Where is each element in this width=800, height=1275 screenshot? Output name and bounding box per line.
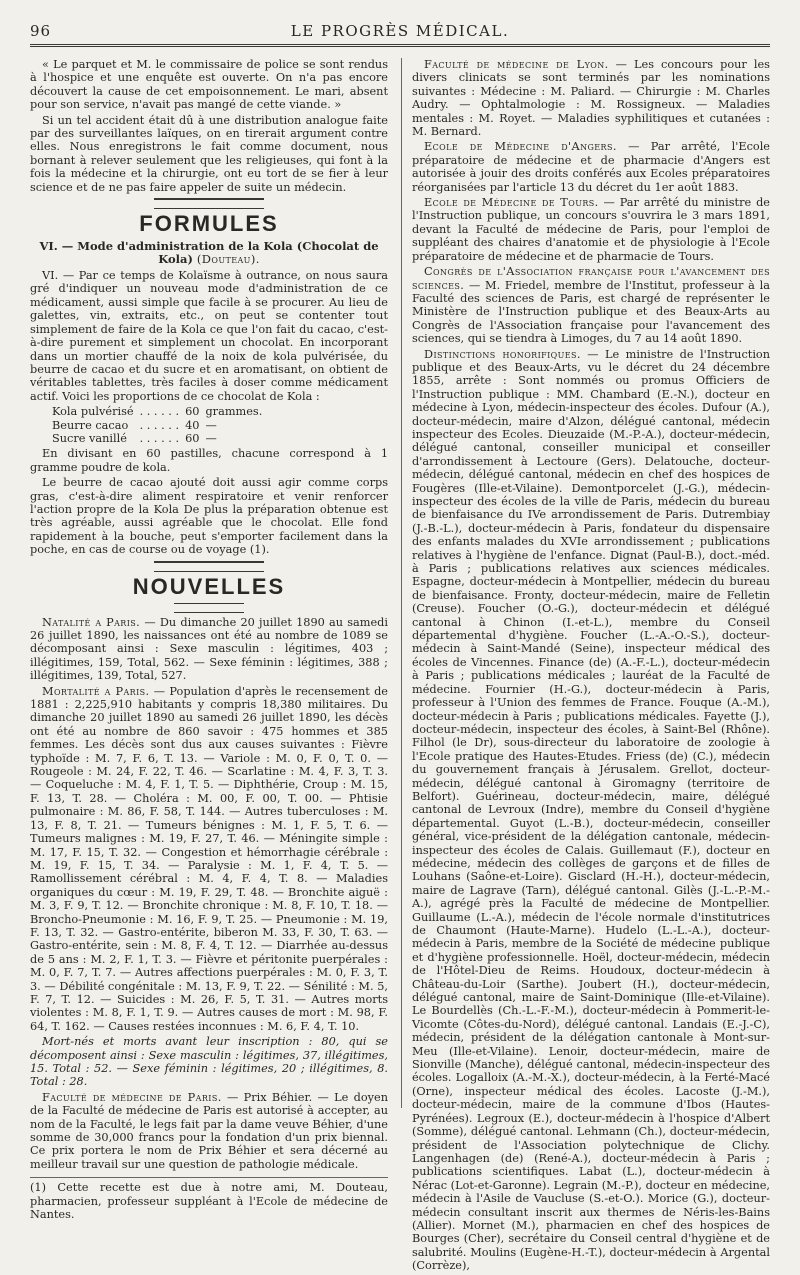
- news-item-title: Faculté de médecine de Lyon.: [424, 58, 609, 71]
- news-item-natalite: [30, 616, 388, 683]
- paragraph: « Le parquet et M. le commissaire de police se sont rendus à l'hospice et une enquête est ouverte. On n'a pas encore découvert la cause de cet empoisonnement. Le mari, absent pour son service, n'avait pas mangé de cette viande. »: [30, 58, 388, 112]
- news-item-title: Natalité a Paris.: [42, 615, 141, 629]
- section-heading-formules: FORMULES: [139, 211, 279, 237]
- recipe-leader: . . . . . .: [139, 405, 180, 419]
- formule-author: (Douteau).: [196, 252, 260, 267]
- news-item-title: Mortalité a Paris.: [42, 684, 150, 698]
- column-divider: [401, 58, 402, 1108]
- section-heading-nouvelles: NOUVELLES: [132, 573, 286, 599]
- recipe-ingredient: Kola pulvérisé: [52, 405, 134, 419]
- news-item-title: Faculté de médecine de Paris.: [42, 1090, 222, 1104]
- paragraph: VI. — Par ce temps de Kolaïsme à outrance, on nous saura gré d'indiquer un nouveau mode d'administration de ce médicament, aussi simple que facile à se procurer. Au lieu de galettes, vin, extraits, etc., on peut se contenter tout simplement de faire de la Kola ce que l'on fait du cacao, c'est-à-dire purement et simplement un chocolat. En incorporant dans un mortier chauffé de la noix de kola pulvérisée, du beurre de cacao et du sucre et en aromatisant, on obtient de véritables tablettes, très faciles à doser comme médicament actif. Voici les proportions de ce chocolat de Kola :: [30, 269, 388, 403]
- news-item-body: — Le ministre de l'Instruction publique et des Beaux-Arts, vu le décret du 24 décembre 1855, arrête : Sont nommés ou promus Officiers de l'Instruction publique : MM. Chambard (E.-N.), docteur en médecine à Lyon, médecin-inspecteur des écoles. Dufour (A.), docteur-médecin, maire d'Alzon, délégué cantonal, médecin inspecteur des Ecoles. Dieuzaide (M.-P.-A.), docteur-médecin, délégué cantonal, conseiller municipal et conseiller d'arrondissement à Lectoure (Gers). Delatouche, docteur-médecin, délégué cantonal, médecin en chef des hospices de Fougères (Ille-et-Vilaine). Demontporcelet (J.-G.), médecin-inspecteur des écoles de la ville de Paris, médecin du bureau de bienfaisance du IVe arrondissement de Paris. Dutrembiay (J.-B.-L.), docteur-médecin à Paris, fondateur du dispensaire des enfants malades du XVIe arrondissement ; publications relatives à l'hygiène de l'enfance. Dignat (Paul-B.), doct.-méd. à Paris ; publications relatives aux sciences médicales. Espagne, docteur-médecin à Montpellier, médecin du bureau de bienfaisance. Fronty, docteur-médecin, maire de Felletin (Creuse). Foucher (O.-G.), docteur-médecin et délégué cantonal à Chinon (I.-et-L.), membre du Conseil départemental d'hygiène. Foucher (L.-A.-O.-S.), docteur-médecin à Saint-Mandé (Seine), inspecteur médical des écoles de Vincennes. Finance (de) (A.-F.-L.), docteur-médecin à Paris ; publications médicales ; lauréat de la Faculté de médecine. Fournier (H.-G.), docteur-médecin à Paris, professeur à l'Union des femmes de France. Fouque (A.-M.), docteur-médecin à Paris ; publications médicales. Fayette (J.), docteur-médecin, inspecteur des écoles, à Saint-Bel (Rhône). Filhol (le Dr), sous-directeur du laboratoire de zoologie à l'Ecole pratique des Hautes-Etudes. Friess (de) (C.), médecin du gouvernement français à Jérusalem. Grellot, docteur-médecin, délégué cantonal à Giromagny (territoire de Belfort). Guérineau, docteur-médecin, maire, délégué cantonal de Levroux (Indre), membre du Conseil d'hygiène départemental. Guyot (L.-B.), docteur-médecin, conseiller général, vice-président de la délégation cantonale, médecin-inspecteur des écoles de Calais. Guillemaut (F.), docteur en médecine, médecin des collèges de garçons et de filles de Louhans (Saône-et-Loire). Gisclard (H.-H.), docteur-médecin, maire de Lagrave (Tarn), délégué cantonal. Gilès (J.-L.-P.-M.-A.), agrégé près la Faculté de médecine de Montpellier. Guillaume (L.-A.), médecin de l'école normale d'institutrices de Chaumont (Haute-Marne). Hudelo (L.-L.-A.), docteur-médecin à Paris, membre de la Société de médecine publique et d'hygiène professionnelle. Hoël, docteur-médecin, médecin de l'Hôtel-Dieu de Reims. Houdoux, docteur-médecin à Château-du-Loir (Sarthe). Joubert (H.), docteur-médecin, délégué cantonal, maire de Saint-Dominique (Ille-et-Vilaine). Le Bourdellès (Ch.-L.-F.-M.), docteur-médecin à Pommerit-le-Vicomte (Côtes-du-Nord), délégué cantonal. Landais (E.-J.-C), médecin, président de la délégation cantonale à Mont-sur-Meu (Ille-et-Vilaine). Lenoir, docteur-médecin, maire de Sionville (Manche), délégué cantonal, médecin-inspecteur des écoles. Logalloix (A.-M.-X.), docteur-médecin, à la Ferté-Macé (Orne), inspecteur médical des écoles. Lacoste (J.-M.), docteur-médecin, maire de la commune d'Ibos (Hautes-Pyrénées). Legroux (E.), docteur-médecin à l'hospice d'Albert (Somme), délégué cantonal. Lehmann (Ch.), docteur-médecin, président de l'Association polytechnique de Clichy. Langenhagen (de) (René-A.), docteur-médecin à Paris ; publications scientifiques. Labat (L.), docteur-médecin à Nérac (Lot-et-Garonne). Legrain (M.-P.), docteur en médecine, médecin à l'Asile de Vaucluse (S.-et-O.). Morice (G.), docteur-médecin consultant inscrit aux thermes de Néris-les-Bains (Allier). Mornet (M.), pharmacien en chef des hospices de Bourges (Cher), secrétaire du Conseil central d'hygiène et de salubrité. Moulins (Eugène-H.-T.), docteur-médecin à Argental (Corrèze),: [412, 347, 771, 1273]
- recipe-table: [52, 405, 268, 445]
- news-item-mortalite: [30, 685, 388, 1034]
- news-item-body: — Du dimanche 20 juillet 1890 au samedi 26 juillet 1890, les naissances ont été au nombre de 1089 se décomposant ainsi : Sexe masculin : légitimes, 403 ; illégitimes, 159, Total, 562. — Sexe féminin : légitimes, 388 ; illégitimes, 139, Total, 527.: [30, 615, 389, 683]
- page-header: [30, 20, 770, 47]
- news-item-lyon: [412, 58, 770, 138]
- news-item-tours: [412, 196, 770, 263]
- news-item-mortnes: Mort-nés et morts avant leur inscription : 80, qui se décomposent ainsi : Sexe masculin : légitimes, 37, illégitimes, 15. Total : 52. — Sexe féminin : légitimes, 20 ; illégitimes, 8. Total : 28.: [30, 1035, 388, 1089]
- recipe-ingredient: Sucre vanillé: [52, 431, 127, 445]
- paragraph: En divisant en 60 pastilles, chacune correspond à 1 gramme poudre de kola.: [30, 447, 388, 474]
- formule-title: [30, 240, 388, 266]
- recipe-leader: . . . . . .: [139, 418, 180, 432]
- recipe-unit: —: [205, 418, 217, 432]
- news-item-body: — M. Friedel, membre de l'Institut, professeur à la Faculté des sciences de Paris, est chargé de représenter le Ministère de l'Instruction publique et des Beaux-Arts au Congrès de l'Association française pour l'avancement des sciences, qui se tiendra à Limoges, du 7 au 14 août 1890.: [412, 278, 770, 346]
- news-item-angers: [412, 140, 770, 194]
- section-ornament: [154, 561, 264, 572]
- recipe-unit: grammes.: [205, 405, 263, 419]
- section-ornament: [174, 603, 244, 613]
- news-item-congres: [412, 265, 770, 345]
- recipe-row: [52, 419, 268, 432]
- footnote-text: (1) Cette recette est due à notre ami, M. Douteau, pharmacien, professeur suppléant à l'Ecole de médecine de Nantes.: [30, 1181, 388, 1222]
- news-item-title: Ecole de Médecine de Tours.: [424, 196, 599, 210]
- recipe-quantity: 40: [185, 418, 200, 432]
- news-item-body: — Par arrêté du ministre de l'Instruction publique, un concours s'ouvrira le 3 mars 1891, devant la Faculté de médecine de Paris, pour l'emploi de suppléant des chaires d'anatomie et de physiologie à l'Ecole préparatoire de médecine et de pharmacie de Tours.: [412, 196, 770, 263]
- news-item-title: Congrès de l'Association française pour l'avancement des sciences.: [412, 265, 770, 292]
- recipe-row: [52, 405, 268, 418]
- news-item-title: Distinctions honorifiques.: [424, 347, 581, 361]
- section-ornament: [154, 198, 264, 209]
- right-column: [412, 58, 770, 1275]
- news-item-distinctions: [412, 348, 770, 1273]
- recipe-quantity: 60: [185, 405, 200, 419]
- news-item-body: — Population d'après le recensement de 1881 : 2,225,910 habitants y compris 18,380 militaires. Du dimanche 20 juillet 1890 au samedi 26 juillet 1890, les décès ont été au nombre de 860 savoir : 475 hommes et 385 femmes. Les décès sont dus aux causes suivantes : Fièvre typhoïde : M. 7, F. 6, T. 13. — Variole : M. 0, F. 0, T. 0. — Rougeole : M. 24, F. 22, T. 46. — Scarlatine : M. 4, F. 3, T. 3. — Coqueluche : M. 4, F. 1, T. 5. — Diphthérie, Croup : M. 15, F. 13, T. 28. — Choléra : M. 00, F. 00, T. 00. — Phtisie pulmonaire : M. 86, F. 58, T. 144. — Autres tuberculoses : M. 13, F. 8, T. 21. — Tumeurs bénignes : M. 1, F. 5, T. 6. — Tumeurs malignes : M. 19, F. 27, T. 46. — Méningite simple : M. 17, F. 15, T. 32. — Congestion et hémorrhagie cérébrale : M. 19, F. 15, T. 34. — Paralysie : M. 1, F. 4, T. 5. — Ramollissement cérébral : M. 4, F. 4, T. 8. — Maladies organiques du cœur : M. 19, F. 29, T. 48. — Bronchite aiguë : M. 3, F. 9, T. 12. — Bronchite chronique : M. 8, F. 10, T. 18. — Broncho-Pneumonie : M. 16, F. 9, T. 25. — Pneumonie : M. 19, F. 13, T. 32. — Gastro-entérite, biberon M. 33, F. 30, T. 63. — Gastro-entérite, sein : M. 8, F. 4, T. 12. — Diarrhée au-dessus de 5 ans : M. 2, F. 1, T. 3. — Fièvre et péritonite puerpérales : M. 0, F. 7, T. 7. — Autres affections puerpérales : M. 0, F. 3, T. 3. — Débilité congénitale : M. 13, F. 9, T. 22. — Sénilité : M. 5, F. 7, T. 12. — Suicides : M. 26, F. 5, T. 31. — Autres morts violentes : M. 8, F. 1, T. 9. — Autres causes de mort : M. 98, F. 64, T. 162. — Causes restées inconnues : M. 6, F. 4, T. 10.: [30, 684, 388, 1033]
- recipe-ingredient: Beurre cacao: [52, 418, 129, 432]
- recipe-unit: —: [205, 431, 217, 445]
- news-item-title: Ecole de Médecine d'Angers.: [424, 140, 617, 154]
- paragraph: Le beurre de cacao ajouté doit aussi agir comme corps gras, c'est-à-dire aliment respiratoire et venir renforcer l'action propre de la Kola De plus la préparation obtenue est très agréable, aussi agréable que le chocolat. Elle fond rapidement à la bouche, peut s'emporter facilement dans la poche, en cas de course ou de voyage (1).: [30, 476, 388, 557]
- news-item-faculte-paris: [30, 1091, 388, 1171]
- news-item-body: — Prix Béhier. — Le doyen de la Faculté de médecine de Paris est autorisé à accepter, au nom de la Faculté, le legs fait par la dame veuve Béhier, d'une somme de 30,000 francs pour la fondation d'un prix biennal. Ce prix portera le nom de Prix Béhier et sera décerné au meilleur travail sur une question de pathologie médicale.: [30, 1090, 389, 1171]
- left-column: [30, 58, 388, 1223]
- recipe-row: [52, 432, 268, 445]
- news-item-body: — Par arrêté, l'Ecole préparatoire de médecine et de pharmacie d'Angers est autorisée à jouir des droits conférés aux Ecoles préparatoires réorganisées par l'article 13 du décret du 1er août 1883.: [412, 140, 770, 194]
- paragraph: Si un tel accident était dû à une distribution analogue faite par des surveillantes laïques, on en tirerait argument contre elles. Nous enregistrons le fait comme document, nous bornant à relever seulement que les religieuses, qui font à la fois la médecine et la chirurgie, ont eu tort de se fier à leur science et de ne pas faire appeler de suite un médecin.: [30, 113, 388, 194]
- news-item-body: — Les concours pour les divers clinicats se sont terminés par les nominations suivantes : Médecine : M. Paliard. — Chirurgie : M. Charles Audry. — Ophtalmologie : M. Rossigneux. — Maladies mentales : M. Royet. — Maladies syphilitiques et cutanées : M. Bernard.: [412, 58, 770, 139]
- page-number: 96: [30, 22, 52, 40]
- formule-title-text: VI. — Mode d'administration de la Kola (Chocolat de Kola): [39, 239, 379, 267]
- recipe-leader: . . . . . .: [139, 431, 180, 445]
- recipe-quantity: 60: [185, 431, 200, 445]
- footnote: [30, 1177, 388, 1221]
- journal-title: LE PROGRÈS MÉDICAL.: [290, 22, 510, 40]
